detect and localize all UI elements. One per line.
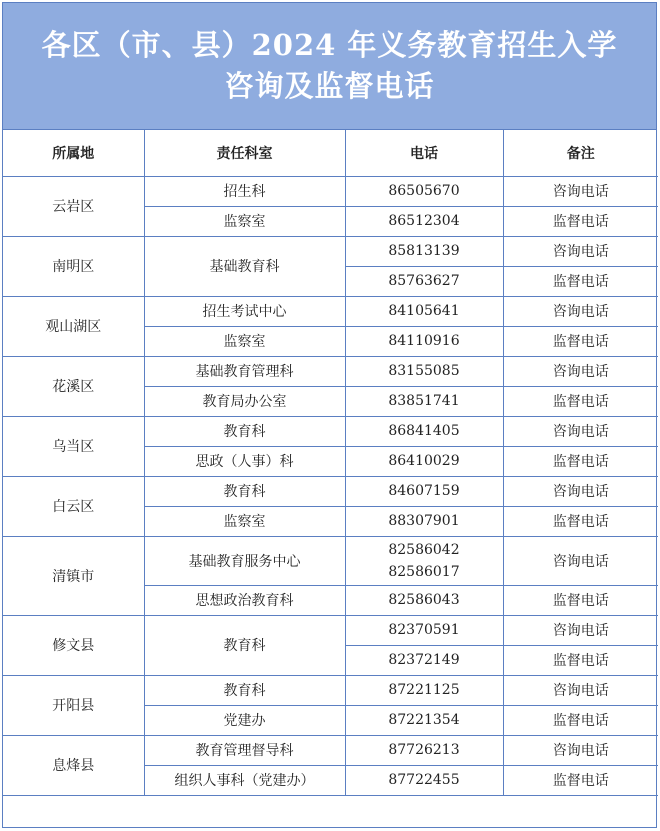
phone-number: 87221125 — [388, 682, 460, 698]
table-header-row — [3, 130, 658, 176]
phone-number: 86512304 — [388, 213, 460, 229]
department-cell: 教育科 — [144, 675, 345, 705]
note-cell: 咨询电话 — [503, 615, 658, 645]
department-cell: 监察室 — [144, 506, 345, 536]
note-cell: 监督电话 — [503, 585, 658, 615]
header-note: 备注 — [503, 130, 658, 176]
phone-cell — [345, 446, 503, 476]
region-cell: 乌当区 — [3, 416, 144, 476]
phone-number: 84105641 — [388, 303, 460, 319]
document-frame — [2, 2, 657, 828]
region-cell: 修文县 — [3, 615, 144, 675]
note-cell: 咨询电话 — [503, 176, 658, 206]
note-cell: 咨询电话 — [503, 675, 658, 705]
phone-number: 83851741 — [388, 393, 460, 409]
department-cell: 思政（人事）科 — [144, 446, 345, 476]
note-cell: 咨询电话 — [503, 735, 658, 765]
phone-cell — [345, 615, 503, 645]
phone-cell — [345, 645, 503, 675]
phone-number: 86841405 — [388, 423, 460, 439]
table-row — [3, 536, 658, 585]
phone-cell — [345, 735, 503, 765]
department-cell: 教育局办公室 — [144, 386, 345, 416]
region-cell: 南明区 — [3, 236, 144, 296]
department-cell: 组织人事科（党建办） — [144, 765, 345, 795]
header-region: 所属地 — [3, 130, 144, 176]
note-cell: 咨询电话 — [503, 356, 658, 386]
department-cell: 教育科 — [144, 476, 345, 506]
note-cell: 监督电话 — [503, 326, 658, 356]
phone-table — [3, 130, 658, 796]
phone-cell — [345, 386, 503, 416]
phone-table-body — [3, 130, 658, 795]
phone-cell — [345, 585, 503, 615]
phone-number: 85813139 — [388, 243, 460, 259]
title-line-1: 各区（市、县）2024 年义务教育招生入学 — [41, 28, 618, 62]
phone-cell — [345, 206, 503, 236]
phone-cell — [345, 266, 503, 296]
region-cell: 观山湖区 — [3, 296, 144, 356]
table-row — [3, 236, 658, 266]
phone-number: 84607159 — [388, 483, 460, 499]
phone-number: 87726213 — [388, 742, 460, 758]
header-department: 责任科室 — [144, 130, 345, 176]
department-cell: 党建办 — [144, 705, 345, 735]
table-row — [3, 615, 658, 645]
department-cell: 监察室 — [144, 326, 345, 356]
phone-number: 82372149 — [388, 652, 460, 668]
note-cell: 咨询电话 — [503, 416, 658, 446]
department-cell: 教育科 — [144, 416, 345, 446]
note-cell: 咨询电话 — [503, 476, 658, 506]
phone-number: 84110916 — [388, 333, 460, 349]
region-cell: 清镇市 — [3, 536, 144, 615]
phone-number: 88307901 — [388, 513, 460, 529]
phone-number: 82586042 — [388, 541, 460, 558]
table-row — [3, 675, 658, 705]
department-cell: 基础教育服务中心 — [144, 536, 345, 585]
region-cell: 云岩区 — [3, 176, 144, 236]
region-cell: 开阳县 — [3, 675, 144, 735]
phone-number: 82586017 — [388, 563, 460, 580]
department-cell: 监察室 — [144, 206, 345, 236]
title-line-2: 咨询及监督电话 — [224, 69, 435, 103]
phone-cell — [345, 705, 503, 735]
department-cell: 教育管理督导科 — [144, 735, 345, 765]
phone-cell — [345, 416, 503, 446]
phone-cell — [345, 176, 503, 206]
phone-cell — [345, 296, 503, 326]
table-row — [3, 735, 658, 765]
table-row — [3, 476, 658, 506]
department-cell: 招生考试中心 — [144, 296, 345, 326]
phone-number: 82370591 — [388, 622, 460, 638]
region-cell: 花溪区 — [3, 356, 144, 416]
region-cell: 息烽县 — [3, 735, 144, 795]
phone-number: 86410029 — [388, 453, 460, 469]
title-banner — [3, 3, 656, 130]
note-cell: 监督电话 — [503, 645, 658, 675]
phone-number: 87722455 — [388, 772, 460, 788]
table-row — [3, 356, 658, 386]
phone-cell — [345, 675, 503, 705]
note-cell: 咨询电话 — [503, 236, 658, 266]
region-cell: 白云区 — [3, 476, 144, 536]
note-cell: 监督电话 — [503, 765, 658, 795]
department-cell: 基础教育科 — [144, 236, 345, 296]
table-row — [3, 176, 658, 206]
note-cell: 监督电话 — [503, 506, 658, 536]
phone-cell — [345, 506, 503, 536]
table-row — [3, 296, 658, 326]
note-cell: 监督电话 — [503, 446, 658, 476]
phone-number: 82586043 — [388, 592, 460, 608]
note-cell: 监督电话 — [503, 705, 658, 735]
department-cell: 思想政治教育科 — [144, 585, 345, 615]
note-cell: 咨询电话 — [503, 536, 658, 585]
note-cell: 监督电话 — [503, 206, 658, 236]
table-row — [3, 416, 658, 446]
department-cell: 教育科 — [144, 615, 345, 675]
phone-number: 83155085 — [388, 363, 460, 379]
department-cell: 招生科 — [144, 176, 345, 206]
phone-cell — [345, 476, 503, 506]
phone-cell — [345, 236, 503, 266]
note-cell: 监督电话 — [503, 266, 658, 296]
phone-cell — [345, 536, 503, 585]
phone-cell — [345, 765, 503, 795]
phone-cell — [345, 326, 503, 356]
phone-number: 87221354 — [388, 712, 460, 728]
note-cell: 咨询电话 — [503, 296, 658, 326]
phone-number: 85763627 — [388, 273, 460, 289]
phone-number: 86505670 — [388, 183, 460, 199]
department-cell: 基础教育管理科 — [144, 356, 345, 386]
phone-cell — [345, 356, 503, 386]
note-cell: 监督电话 — [503, 386, 658, 416]
header-phone: 电话 — [345, 130, 503, 176]
